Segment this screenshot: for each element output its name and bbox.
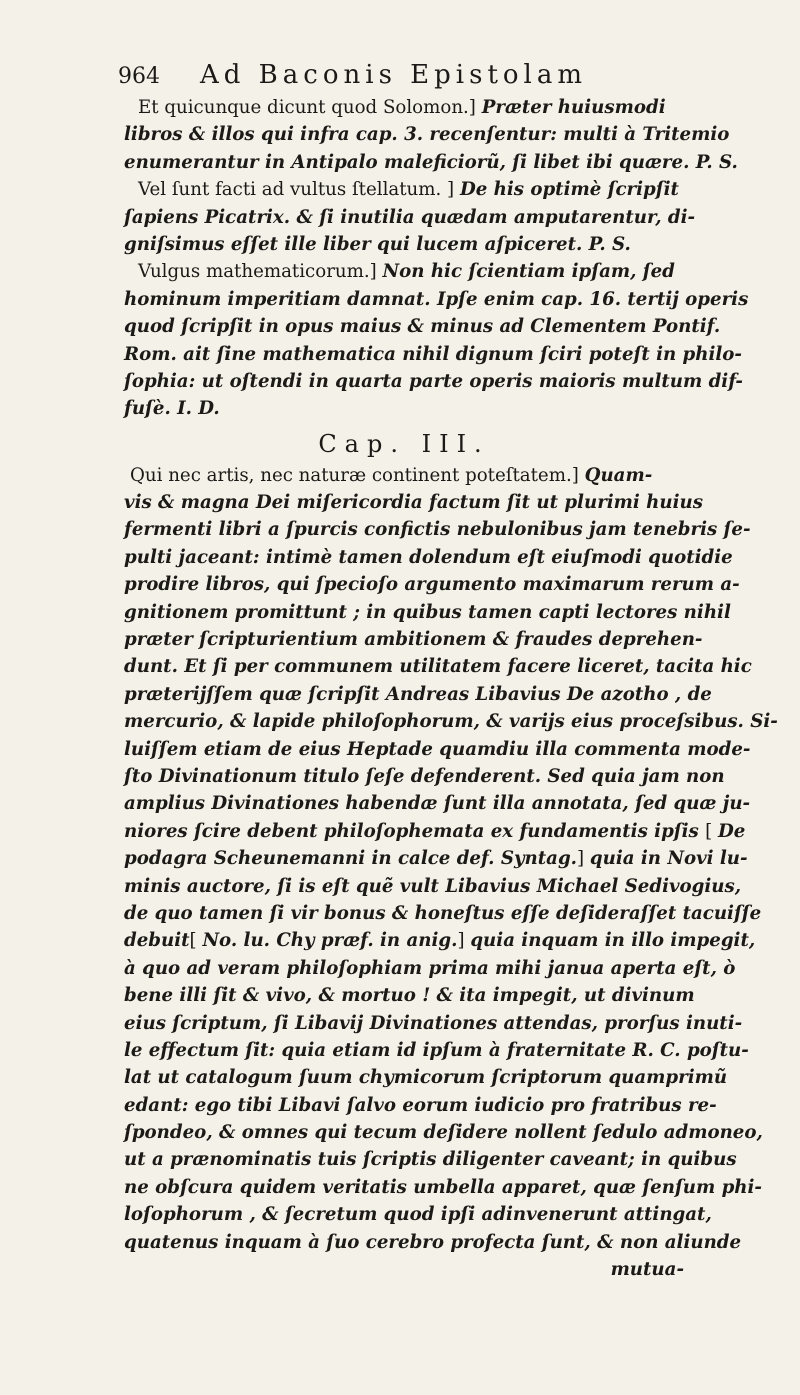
lemma-text: [ [705,820,718,842]
lemma-text: [ [189,930,203,952]
commentary-text: mutua- [610,1259,684,1281]
text-line [124,462,684,489]
lemma-text: Qui nec artis, nec naturæ continent poteſtatem.] [130,464,585,486]
commentary-text: eius ſcriptum, ſi Libavij Divinationes attendas, prorſus inuti- [124,1012,743,1034]
text-line [124,653,752,680]
text-line [124,1174,762,1201]
chapter-heading: Cap. III. [318,429,490,458]
commentary-text: ne obſcura quidem veritatis umbella apparet, quæ ſenſum phi- [124,1176,762,1198]
commentary-text: Rom. ait ſine mathematica nihil dignum ſciri poteſt in philo- [124,343,742,365]
lemma-text: ] [577,848,590,870]
text-line [124,955,736,982]
commentary-text: Non hic ſcientiam ipſam, ſed [382,261,675,283]
commentary-block-before [124,94,749,423]
text-line [124,927,756,954]
commentary-text: præterijſſem quæ ſcripſit Andreas Libavius De azotho , de [124,683,712,705]
text-line [124,1229,742,1256]
lemma-text: Vulgus mathematicorum.] [138,261,383,283]
commentary-text: amplius Divinationes habendæ ſunt illa annotata, ſed quæ ju- [124,793,751,815]
text-line [124,395,684,422]
text-line [124,149,738,176]
commentary-text: niores ſcire debent philoſophemata ex fundamentis ipſis [124,820,706,842]
text-line [124,1037,749,1064]
text-line [124,1010,743,1037]
commentary-text: minis auctore, ſi is eſt quẽ vult Libavius Michael Sedivogius, [124,875,742,897]
commentary-text: mercurio, & lapide philoſophorum, & varijs eius proceſsibus. Si- [124,711,778,733]
text-line [124,626,703,653]
commentary-text: luiſſem etiam de eius Heptade quamdiu illa commenta mode- [124,738,751,760]
text-line [124,313,721,340]
commentary-text: podagra Scheunemanni in calce def. Syntag. [124,848,577,870]
commentary-text: gniſsimus eſſet ille liber qui lucem aſpiceret. P. S. [124,233,631,255]
page-header [118,60,678,94]
commentary-text: Præter huiusmodi [481,97,666,118]
commentary-text: à quo ad veram philoſophiam prima mihi janua aperta eſt, ò [124,957,736,979]
commentary-text: bene illi ſit & vivo, & mortuo ! & ita impegit, ut divinum [124,985,695,1007]
text-line [124,1119,763,1146]
text-line [124,1064,728,1091]
commentary-text: fuſè. I. D. [124,398,220,420]
commentary-text: quatenus inquam à ſuo cerebro profecta ſunt, & non aliunde [124,1231,742,1253]
text-line [124,1256,684,1283]
commentary-text: ut a prænominatis tuis ſcriptis diligenter caveant; in quibus [124,1149,737,1171]
lemma-text: Et quicunque dicunt quod Solomon.] [138,97,482,118]
commentary-text: hominum imperitiam damnat. Ipſe enim cap. 16. tertij operis [124,288,749,310]
commentary-text: enumerantur in Antipalo maleficiorũ, ſi libet ibi quære. P. S. [124,151,738,173]
lemma-text: ] [457,930,471,952]
commentary-text: edant: ego tibi Libavi ſalvo eorum iudicio pro fratribus re- [124,1094,717,1116]
commentary-text: de quo tamen ſi vir bonus & honeſtus eſſe deſideraſſet tacuiſſe [124,902,762,924]
commentary-text: prodire libros, qui ſpecioſo argumento maximarum rerum a- [124,574,740,596]
text-line [124,599,731,626]
commentary-text: debuit [124,930,190,952]
text-line [124,1146,737,1173]
text-line [124,489,703,516]
commentary-text: Quam- [584,464,653,486]
text-line [124,736,751,763]
text-line [124,286,749,313]
commentary-text: pulti jaceant: intimè tamen dolendum eſt eiuſmodi quotidie [124,546,733,568]
commentary-text: libros & illos qui infra cap. 3. recenſentur: multi à Tritemio [124,124,730,146]
text-line [124,873,742,900]
commentary-text: fermenti libri a ſpurcis confictis nebulonibus jam tenebris ſe- [124,519,751,541]
text-line [124,94,684,121]
commentary-text: loſophorum , & ſecretum quod ipſi adinvenerunt attingat, [124,1204,712,1226]
commentary-text: vis & magna Dei miſericordia factum ſit ut plurimi huius [124,492,703,514]
lemma-text: Vel ſunt facti ad vultus ſtellatum. ] [138,179,460,201]
text-line [124,763,725,790]
commentary-text: ſpondeo, & omnes qui tecum deſidere nollent ſedulo admoneo, [124,1122,763,1144]
commentary-text: quod ſcripſit in opus maius & minus ad Clementem Pontif. [124,316,721,338]
commentary-text: lat ut catalogum ſuum chymicorum ſcriptorum quamprimũ [124,1067,728,1089]
commentary-text: quia inquam in illo impegit, [470,930,756,952]
commentary-text: le effectum ſit: quia etiam id ipſum à fraternitate R. C. poſtu- [124,1039,749,1061]
commentary-text: De [717,820,746,842]
commentary-text: dunt. Et ſi per communem utilitatem facere liceret, tacita hic [124,656,752,678]
text-line [124,341,742,368]
text-line [124,571,740,598]
commentary-text: De his optimè ſcripſit [459,179,679,201]
text-line [124,544,733,571]
text-line [124,231,684,258]
text-line [124,121,730,148]
text-line [124,176,684,203]
commentary-text: præter ſcripturientium ambitionem & fraudes deprehen- [124,629,703,651]
text-line [124,845,748,872]
running-title: Ad Baconis Epistolam [200,60,588,90]
page-number: 964 [118,64,160,89]
commentary-text: ſto Divinationum titulo ſeſe defenderent. Sed quia jam non [124,765,725,787]
commentary-block-after [124,462,778,1284]
text-line [124,516,751,543]
commentary-text: gnitionem promittunt ; in quibus tamen capti lectores nihil [124,601,731,623]
text-line [124,790,751,817]
text-line [124,204,696,231]
commentary-text: ſophia: ut oſtendi in quarta parte operis maioris multum dif- [124,370,743,392]
commentary-text: ſapiens Picatrix. & ſi inutilia quædam amputarentur, di- [124,206,696,228]
text-line [124,368,743,395]
text-line [124,1201,712,1228]
body-text [124,94,778,1283]
text-line [124,681,712,708]
text-line [124,818,746,845]
commentary-text: quia in Novi lu- [589,848,748,870]
text-line [124,1092,717,1119]
commentary-text: No. lu. Chy præf. in anig. [202,930,458,952]
text-line [124,258,684,285]
text-line [124,900,762,927]
text-line [124,708,778,735]
text-line [124,982,695,1009]
